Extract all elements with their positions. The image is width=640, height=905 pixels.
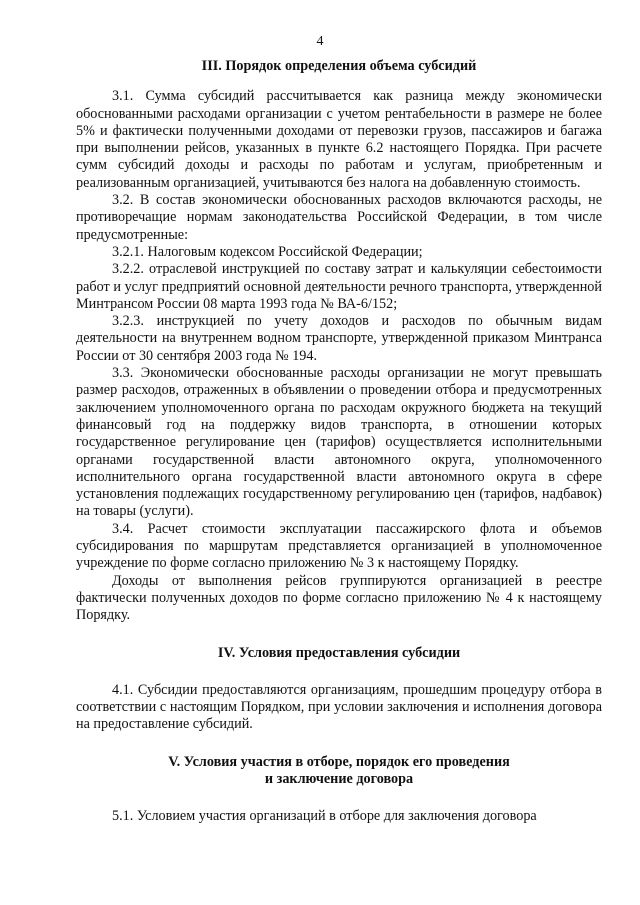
paragraph-3-4: 3.4. Расчет стоимости эксплуатации пассажирского флота и объемов субсидирования по маршрутам представляется организацией в уполномоченное учреждение по форме согласно приложению № 3 к настоящему Порядку. [76,520,602,572]
paragraph-3-2-3: 3.2.3. инструкцией по учету доходов и расходов по обычным видам деятельности на внутреннем водном транспорте, утвержденной приказом Минтранса России от 30 сентября 2003 года № 194. [76,313,602,364]
paragraph-5-1: 5.1. Условием участия организаций в отборе для заключения договора [112,808,537,825]
paragraph-3-2: 3.2. В состав экономически обоснованных расходов включаются расходы, не противоречащие нормам законодательства Российской Федерации, в том числе предусмотренные: [76,192,602,243]
paragraph-3-2-1: 3.2.1. Налоговым кодексом Российской Федерации; [112,243,423,260]
paragraph-4-1: 4.1. Субсидии предоставляются организациям, прошедшим процедуру отбора в соответствии с настоящим Порядком, при условии заключения и исполнения договора на предоставление субсидий. [76,681,602,733]
paragraph-3-4-income: Доходы от выполнения рейсов группируются организацией в реестре фактически полученных доходов по форме согласно приложению № 4 к настоящему Порядку. [76,572,602,624]
section-5-title [76,754,602,789]
paragraph-3-2-2: 3.2.2. отраслевой инструкцией по составу затрат и калькуляции себестоимости работ и услуг предприятий основной деятельности речного транспорта, утвержденной Минтрансом России 08 марта 1993 года № ВА-6/152; [76,261,602,312]
section-4-title: IV. Условия предоставления субсидии [217,644,461,661]
document-body [76,58,602,826]
section-5-title-line-2: и заключение договора [264,770,414,787]
page-number: 4 [316,34,324,49]
section-3-title: III. Порядок определения объема субсидий [201,58,477,74]
paragraph-3-1: 3.1. Сумма субсидий рассчитывается как разница между экономически обоснованными расходами организации с учетом рентабельности в размере не более 5% и фактически полученными доходами от перевозки грузов, пассажиров и багажа при выполнении рейсов, указанных в пункте 6.2 настоящего Порядка. При расчете сумм субсидий доходы и расходы по работам и услугам, приобретенным и реализованным организацией, учитываются без налога на добавленную стоимость. [76,88,602,191]
paragraph-3-3: 3.3. Экономически обоснованные расходы организации не могут превышать размер расходов, отраженных в объявлении о проведении отбора и предусмотренных заключением уполномоченного органа по расходам окружного бюджета на текущий финансовый год на поддержку видов транспорта, в отношении которых государственное регулирование цен (тарифов) осуществляется исполнительными органами государственной власти автономного округа, уполномоченного исполнительного органа государственной власти автономного округа в сфере установления подлежащих государственному регулированию цен (тарифов, надбавок) на товары (услуги). [76,365,602,520]
section-5-title-line-1: V. Условия участия в отборе, порядок его проведения [168,753,510,770]
